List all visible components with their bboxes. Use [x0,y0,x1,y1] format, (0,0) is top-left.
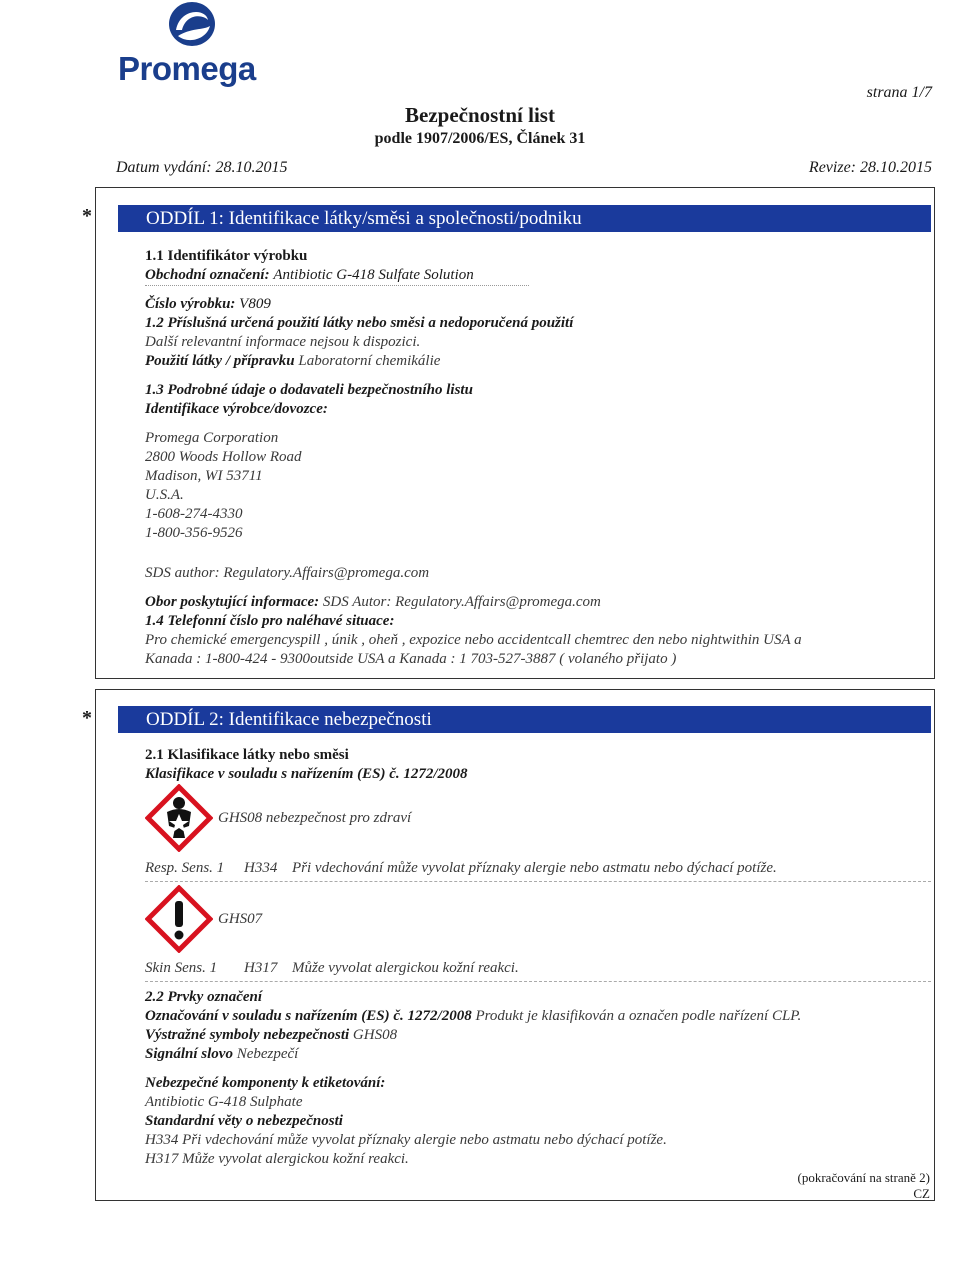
language-code: CZ [913,1186,930,1201]
labelling-value: Produkt je klasifikován a označen podle nařízení CLP. [475,1008,802,1024]
trade-name-row [145,266,529,286]
continuation-note: (pokračování na straně 2) [797,1170,930,1185]
ghs07-label: GHS07 [218,911,263,927]
manufacturer-label: Identifikace výrobce/dovozce: [145,401,328,417]
resp-code: Resp. Sens. 1 [145,860,225,876]
signal-label: Signální slovo [145,1046,233,1062]
labelling-row [145,1007,801,1026]
s11-heading: 1.1 Identifikátor výrobku [145,248,308,264]
use-label: Použití látky / přípravku [145,353,295,369]
pictograms-label: Výstražné symboly nebezpečnosti [145,1027,350,1043]
skin-h-code: H317 [244,960,278,976]
emergency-line: Kanada : 1-800-424 - 9300outside USA a Kanada : 1 703-527-3887 ( volaného přijato ) [145,651,677,667]
address-line: 1-608-274-4330 [145,506,243,522]
s13-heading: 1.3 Podrobné údaje o dodavateli bezpečnostního listu [145,382,473,398]
use-row [145,352,440,371]
info-value: SDS Autor: Regulatory.Affairs@promega.com [322,594,601,610]
brand-name: Promega [118,50,256,87]
document-title: Bezpečnostní list [405,103,555,127]
trade-name-label: Obchodní označení: [145,267,270,283]
product-number-value: V809 [239,296,271,312]
emergency-line: Pro chemické emergencyspill , únik , oheň , expozice nebo accidentcall chemtrec den nebo nightwithin USA a [145,632,802,648]
use-value: Laboratorní chemikálie [298,353,441,369]
separator-line [145,981,931,982]
classification-heading: Klasifikace v souladu s nařízením (ES) č. 1272/2008 [145,766,468,782]
resp-text: Při vdechování může vyvolat příznaky alergie nebo astmatu nebo dýchací potíže. [292,860,777,876]
trade-name-value: Antibiotic G-418 Sulfate Solution [273,267,474,283]
revision-marker: * [82,205,92,227]
address-line: 2800 Woods Hollow Road [145,449,302,465]
address-line: Promega Corporation [145,430,279,446]
components-value: Antibiotic G-418 Sulphate [145,1094,303,1110]
document-subtitle: podle 1907/2006/ES, Článek 31 [374,130,586,147]
ghs08-health-hazard-icon [145,784,213,852]
s22-heading: 2.2 Prvky označení [145,989,263,1005]
pictograms-row [145,1026,397,1045]
separator-line [145,881,931,882]
other-info: Další relevantní informace nejsou k dispozici. [145,334,421,350]
info-label: Obor poskytující informace: [145,594,320,610]
ghs07-exclamation-icon [145,885,213,953]
ghs08-label: GHS08 nebezpečnost pro zdraví [218,810,412,826]
s12-heading: 1.2 Příslušná určená použití látky nebo směsi a nedoporučená použití [145,315,574,331]
statements-label: Standardní věty o nebezpečnosti [145,1113,343,1129]
labelling-label: Označování v souladu s nařízením (ES) č. 1272/2008 [145,1008,472,1024]
resp-h-code: H334 [244,860,278,876]
address-line: U.S.A. [145,487,184,503]
address-line: Madison, WI 53711 [145,468,263,484]
components-label: Nebezpečné komponenty k etiketování: [145,1075,386,1091]
info-row [145,593,601,612]
issue-date: Datum vydání: 28.10.2015 [116,159,288,176]
section-2-title: ODDÍL 2: Identifikace nebezpečnosti [118,706,931,733]
hazard-statement: H317 Může vyvolat alergickou kožní reakci. [145,1151,409,1167]
skin-code: Skin Sens. 1 [145,960,218,976]
product-number-label: Číslo výrobku: [145,296,236,312]
address-line: 1-800-356-9526 [145,525,243,541]
revision-marker: * [82,707,92,729]
s14-heading: 1.4 Telefonní číslo pro naléhavé situace: [145,613,395,629]
skin-text: Může vyvolat alergickou kožní reakci. [292,960,519,976]
hazard-statement: H334 Při vdechování může vyvolat příznaky alergie nebo astmatu nebo dýchací potíže. [145,1132,667,1148]
signal-value: Nebezpečí [236,1046,299,1062]
sds-author: SDS author: Regulatory.Affairs@promega.com [145,565,430,581]
s21-heading: 2.1 Klasifikace látky nebo směsi [145,747,349,763]
section-1-title: ODDÍL 1: Identifikace látky/směsi a společnosti/podniku [118,205,931,232]
signal-row [145,1045,298,1064]
page-number: strana 1/7 [866,84,932,101]
pictograms-value: GHS08 [352,1027,398,1043]
revision-date: Revize: 28.10.2015 [808,159,932,176]
product-number-row [145,295,271,314]
